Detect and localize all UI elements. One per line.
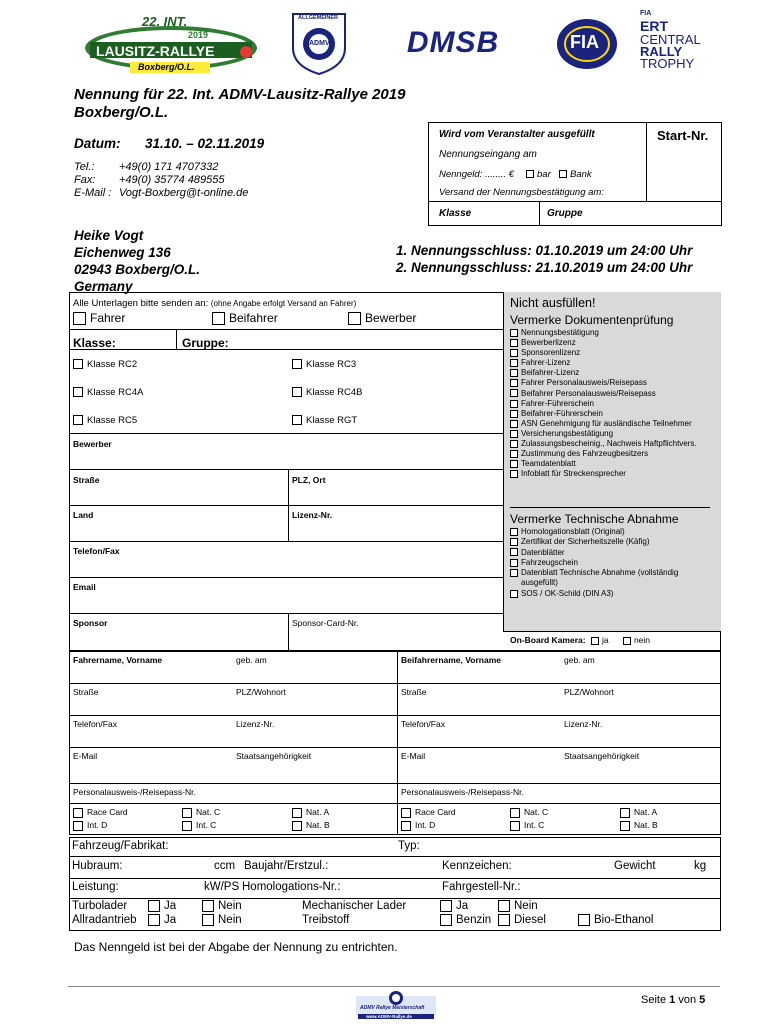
doc-check-checkbox[interactable]	[510, 359, 518, 367]
codriver-natb-checkbox[interactable]	[620, 821, 630, 831]
turbolader-label: Turbolader	[72, 900, 128, 912]
doc-check-checkbox[interactable]	[510, 400, 518, 408]
send-docs-row	[73, 298, 356, 309]
bar-checkbox[interactable]	[526, 170, 534, 178]
onboard-ja-checkbox[interactable]	[591, 637, 599, 645]
ert-line-2: CENTRAL	[640, 32, 701, 47]
tel-value: +49(0) 171 4707332	[119, 161, 219, 173]
hubraum-field[interactable]: Hubraum:	[72, 860, 123, 872]
codriver-nata-label: Nat. A	[634, 807, 658, 817]
tech-check-list	[510, 527, 715, 599]
onboard-nein-checkbox[interactable]	[623, 637, 631, 645]
tech-check-checkbox[interactable]	[510, 559, 518, 567]
baujahr-field[interactable]: Baujahr/Erstzul.:	[244, 860, 329, 872]
klasse-rc3-label: Klasse RC3	[306, 359, 357, 370]
codriver-intc-label: Int. C	[524, 820, 545, 830]
klasse-rc5-checkbox[interactable]	[73, 415, 83, 425]
doc-check-item: Beifahrer-Lizenz	[521, 368, 580, 378]
organizer-header: Wird vom Veranstalter ausgefüllt	[439, 129, 595, 140]
form-subtitle: Boxberg/O.L.	[74, 104, 169, 121]
mech-lader-label: Mechanischer Lader	[302, 900, 407, 912]
driver-lizenz-field[interactable]: Lizenz-Nr.	[236, 719, 275, 729]
allrad-nein-checkbox[interactable]	[202, 914, 214, 926]
kennzeichen-field[interactable]: Kennzeichen:	[442, 860, 512, 872]
ccm-label: ccm	[214, 860, 236, 872]
codriver-name-field[interactable]: Beifahrername, Vorname	[401, 655, 501, 665]
lausitz-logo-place: Boxberg/O.L.	[138, 62, 195, 72]
codriver-intd-label: Int. D	[415, 820, 436, 830]
doc-check-checkbox[interactable]	[510, 379, 518, 387]
page-total: 5	[699, 994, 706, 1006]
tech-check-checkbox[interactable]	[510, 528, 518, 536]
driver-ausweis-field[interactable]: Personalausweis-/Reisepass-Nr.	[73, 787, 196, 797]
treibstoff-label: Treibstoff	[302, 914, 350, 926]
codriver-racecard-checkbox[interactable]	[401, 808, 411, 818]
ert-line-1: ERT	[640, 18, 668, 34]
driver-nata-checkbox[interactable]	[292, 808, 302, 818]
codriver-racecard-label: Race Card	[415, 807, 456, 817]
driver-geb-field[interactable]: geb. am	[236, 655, 267, 665]
doc-check-item: Sponsorenlizenz	[521, 348, 581, 358]
tech-check-checkbox[interactable]	[510, 548, 518, 556]
doc-check-item: Infoblatt für Streckensprecher	[521, 469, 626, 479]
driver-intc-label: Int. C	[196, 820, 217, 830]
send-bewerber-label: Bewerber	[365, 311, 417, 325]
klasse-rc4b-label: Klasse RC4B	[306, 387, 363, 398]
send-docs-note: (ohne Angabe erfolgt Versand an Fahrer)	[210, 299, 357, 308]
klasse-rc4b-checkbox[interactable]	[292, 387, 302, 397]
doc-check-item: Beifahrer Personalausweis/Reisepass	[521, 388, 656, 398]
nenngeld-label: Nenngeld: ........ €	[439, 169, 514, 180]
klasse-rc4a-checkbox[interactable]	[73, 387, 83, 397]
admv-footer-logo	[356, 990, 436, 1020]
turbolader-ja-label: Ja	[164, 900, 177, 913]
tech-check-item: Datenblätter	[521, 547, 565, 557]
onboard-label: On-Board Kamera:	[510, 635, 586, 645]
bar-label: bar	[537, 169, 551, 180]
driver-natc-checkbox[interactable]	[182, 808, 192, 818]
driver-intd-checkbox[interactable]	[73, 821, 83, 831]
klasse-rc2-label: Klasse RC2	[87, 359, 138, 370]
send-fahrer-checkbox[interactable]	[73, 312, 86, 325]
driver-telefon-field[interactable]: Telefon/Fax	[73, 719, 117, 729]
driver-natb-checkbox[interactable]	[292, 821, 302, 831]
strasse-field[interactable]: Straße	[73, 475, 100, 485]
doc-check-checkbox[interactable]	[510, 329, 518, 337]
codriver-natc-label: Nat. C	[524, 807, 549, 817]
eingang-label: Nennungseingang am	[439, 149, 537, 160]
doc-check-title-2: Vermerke Dokumentenprüfung	[510, 313, 674, 327]
doc-check-item: Fahrer-Führerschein	[521, 398, 594, 408]
ert-line-3: RALLY	[640, 44, 683, 59]
allrad-label: Allradantrieb	[72, 914, 137, 926]
tech-check-item: Datenblatt Technische Abnahme (vollständig ausgefüllt)	[521, 568, 679, 588]
codriver-lizenz-field[interactable]: Lizenz-Nr.	[564, 719, 603, 729]
recipient-name: Heike Vogt	[74, 228, 144, 243]
deadline-2: 2. Nennungsschluss: 21.10.2019 um 24:00 Uhr	[396, 260, 693, 275]
doc-check-item: Teamdatenblatt	[521, 459, 576, 469]
diesel-label: Diesel	[514, 914, 546, 927]
codriver-ausweis-field[interactable]: Personalausweis-/Reisepass-Nr.	[401, 787, 524, 797]
allrad-nein-label: Nein	[218, 914, 242, 927]
tech-check-item: Homologationsblatt (Original)	[521, 527, 625, 536]
tech-check-checkbox[interactable]	[510, 569, 518, 577]
lausitz-logo-year: 2019	[188, 30, 209, 40]
ert-logo	[640, 10, 720, 76]
class-section-gruppe: Gruppe:	[182, 336, 229, 350]
mech-lader-ja-label: Ja	[456, 900, 469, 913]
codriver-staat-field[interactable]: Staatsangehörigkeit	[564, 751, 640, 761]
tel-label: Tel.:	[74, 161, 95, 173]
onboard-row	[510, 635, 650, 645]
admv-logo-top: ALLGEMEINER	[298, 15, 339, 21]
codriver-license-col-3	[620, 806, 658, 832]
bioethanol-label: Bio-Ethanol	[594, 914, 654, 927]
turbolader-ja-checkbox[interactable]	[148, 900, 160, 912]
recipient-city: 02943 Boxberg/O.L.	[74, 262, 201, 277]
driver-license-col-2	[182, 806, 220, 832]
organizer-box	[428, 122, 722, 226]
tech-check-title: Vermerke Technische Abnahme	[510, 512, 679, 526]
plz-ort-field[interactable]: PLZ, Ort	[292, 475, 326, 485]
bioethanol-checkbox[interactable]	[578, 914, 590, 926]
form-title: Nennung für 22. Int. ADMV-Lausitz-Rallye 2019	[74, 86, 406, 103]
onboard-ja-label: ja	[601, 635, 609, 645]
doc-check-checkbox[interactable]	[510, 389, 518, 397]
doc-check-checkbox[interactable]	[510, 349, 518, 357]
driver-racecard-label: Race Card	[87, 807, 128, 817]
driver-natb-label: Nat. B	[306, 820, 330, 830]
send-docs-label: Alle Unterlagen bitte senden an:	[73, 298, 209, 309]
klasse-rc3-checkbox[interactable]	[292, 359, 302, 369]
tech-check-item: SOS / OK-Schild (DIN A3)	[521, 588, 614, 598]
send-fahrer-label: Fahrer	[90, 311, 126, 325]
lizenz-field[interactable]: Lizenz-Nr.	[292, 510, 333, 520]
fahrgestell-field[interactable]: Fahrgestell-Nr.:	[442, 881, 521, 893]
fia-logo	[556, 18, 618, 70]
doc-check-item: Fahrer Personalausweis/Reisepass	[521, 378, 647, 388]
footer-logo-text: ADMV Rallye Meisterschaft	[360, 1005, 425, 1011]
mech-lader-nein-label: Nein	[514, 900, 538, 913]
fee-note: Das Nenngeld ist bei der Abgabe der Nennung zu entrichten.	[74, 940, 398, 954]
land-field[interactable]: Land	[73, 510, 94, 520]
driver-staat-field[interactable]: Staatsangehörigkeit	[236, 751, 312, 761]
email-value: Vogt-Boxberg@t-online.de	[119, 187, 249, 199]
deadline-1: 1. Nennungsschluss: 01.10.2019 um 24:00 Uhr	[396, 243, 693, 258]
class-section-klasse: Klasse:	[73, 336, 116, 350]
driver-intd-label: Int. D	[87, 820, 108, 830]
doc-check-checkbox[interactable]	[510, 339, 518, 347]
klasse-rgt-label: Klasse RGT	[306, 415, 358, 426]
fia-logo-text: FIA	[570, 32, 599, 52]
onboard-nein-label: nein	[633, 635, 651, 645]
dmsb-logo	[380, 28, 526, 58]
dmsb-logo-text: DMSB	[406, 26, 500, 59]
send-beifahrer-checkbox[interactable]	[212, 312, 225, 325]
gruppe-label: Gruppe	[547, 208, 583, 219]
doc-check-item: Bewerberlizenz	[521, 338, 576, 348]
kg-label: kg	[694, 860, 707, 872]
codriver-license-col-1	[401, 806, 456, 832]
gewicht-field[interactable]: Gewicht	[614, 860, 656, 872]
doc-check-item: Zulassungsbescheinig., Nachweis Haftpflichtvers.	[521, 439, 697, 449]
doc-check-checkbox[interactable]	[510, 460, 518, 468]
lausitz-rallye-logo	[80, 12, 262, 74]
page-current: 1	[669, 994, 676, 1006]
klasse-rc5-label: Klasse RC5	[87, 415, 138, 426]
codriver-strasse-field[interactable]: Straße	[401, 687, 427, 697]
mech-lader-ja-checkbox[interactable]	[440, 900, 452, 912]
driver-natc-label: Nat. C	[196, 807, 221, 817]
fax-value: +49(0) 35774 489555	[119, 174, 225, 186]
benzin-label: Benzin	[456, 914, 492, 927]
page-number	[641, 994, 705, 1006]
allrad-ja-label: Ja	[164, 914, 177, 927]
bewerber-field[interactable]: Bewerber	[73, 439, 112, 449]
tech-check-item: Zertifikat der Sicherheitszelle (Käfig)	[521, 537, 650, 547]
doc-check-item: Zustimmung des Fahrzeugbesitzers	[521, 449, 649, 459]
codriver-natb-label: Nat. B	[634, 820, 658, 830]
turbolader-nein-checkbox[interactable]	[202, 900, 214, 912]
codriver-geb-field[interactable]: geb. am	[564, 655, 595, 665]
send-bewerber-checkbox[interactable]	[348, 312, 361, 325]
driver-racecard-checkbox[interactable]	[73, 808, 83, 818]
bank-label: Bank	[570, 169, 592, 180]
kw-label: kW/PS	[204, 881, 240, 893]
ert-fia-text: FIA	[640, 10, 652, 17]
doc-check-checkbox[interactable]	[510, 450, 518, 458]
ert-line-4: TROPHY	[640, 56, 695, 71]
doc-check-list	[510, 328, 720, 479]
codriver-telefon-field[interactable]: Telefon/Fax	[401, 719, 445, 729]
admv-logo-text: ADMV	[309, 40, 330, 47]
doc-check-item: Beifahrer-Führerschein	[521, 408, 603, 418]
benzin-checkbox[interactable]	[440, 914, 452, 926]
codriver-nata-checkbox[interactable]	[620, 808, 630, 818]
sponsor-field[interactable]: Sponsor	[73, 618, 108, 628]
versand-label: Versand der Nennungsbestätigung am:	[439, 187, 604, 198]
lausitz-logo-text: LAUSITZ-RALLYE	[96, 43, 215, 59]
turbolader-nein-label: Nein	[218, 900, 242, 913]
leistung-field[interactable]: Leistung:	[72, 881, 119, 893]
klasse-label: Klasse	[439, 208, 472, 219]
tech-check-checkbox[interactable]	[510, 590, 518, 598]
driver-intc-checkbox[interactable]	[182, 821, 192, 831]
fax-label: Fax:	[74, 174, 96, 186]
datum-value: 31.10. – 02.11.2019	[145, 136, 265, 151]
doc-check-checkbox[interactable]	[510, 440, 518, 448]
fahrzeug-field[interactable]: Fahrzeug/Fabrikat:	[72, 840, 169, 852]
codriver-intc-checkbox[interactable]	[510, 821, 520, 831]
doc-check-checkbox[interactable]	[510, 420, 518, 428]
driver-plz-field[interactable]: PLZ/Wohnort	[236, 687, 286, 697]
send-beifahrer-label: Beifahrer	[229, 311, 278, 325]
klasse-rc2-checkbox[interactable]	[73, 359, 83, 369]
lausitz-logo-top: 22. INT.	[142, 14, 188, 29]
driver-name-field[interactable]: Fahrername, Vorname	[73, 655, 163, 665]
codriver-natc-checkbox[interactable]	[510, 808, 520, 818]
tech-check-checkbox[interactable]	[510, 538, 518, 546]
driver-license-col-1	[73, 806, 128, 832]
mech-lader-nein-checkbox[interactable]	[498, 900, 510, 912]
recipient-address	[74, 227, 200, 295]
tech-check-item: Fahrzeugschein	[521, 557, 578, 567]
startnr-label: Start-Nr.	[657, 128, 709, 143]
entrant-email-field[interactable]: Email	[73, 582, 96, 592]
codriver-intd-checkbox[interactable]	[401, 821, 411, 831]
recipient-street: Eichenweg 136	[74, 245, 171, 260]
doc-check-checkbox[interactable]	[510, 410, 518, 418]
doc-check-checkbox[interactable]	[510, 470, 518, 478]
klasse-rc4a-label: Klasse RC4A	[87, 387, 144, 398]
doc-check-item: ASN Genehmigung für ausländische Teilnehmer	[521, 418, 692, 428]
telefon-fax-field[interactable]: Telefon/Fax	[73, 546, 120, 556]
bank-checkbox[interactable]	[559, 170, 567, 178]
homolog-field[interactable]: Homologations-Nr.:	[242, 881, 341, 893]
doc-check-item: Nennungsbestätigung	[521, 328, 599, 337]
codriver-email-field[interactable]: E-Mail	[401, 751, 426, 761]
typ-field[interactable]: Typ:	[398, 840, 420, 852]
driver-nata-label: Nat. A	[306, 807, 330, 817]
page-prefix: Seite	[641, 994, 667, 1006]
diesel-checkbox[interactable]	[498, 914, 510, 926]
doc-check-item: Versicherungsbestätigung	[521, 428, 614, 438]
doc-check-title-1: Nicht ausfüllen!	[510, 296, 596, 310]
page-mid: von	[678, 994, 697, 1006]
doc-check-item: Fahrer-Lizenz	[521, 358, 571, 368]
footer-logo-url: www.ADMV-Rallye.de	[366, 1014, 412, 1019]
doc-check-checkbox[interactable]	[510, 369, 518, 377]
driver-strasse-field[interactable]: Straße	[73, 687, 99, 697]
doc-check-checkbox[interactable]	[510, 430, 518, 438]
datum-label: Datum:	[74, 136, 121, 151]
codriver-license-col-2	[510, 806, 548, 832]
driver-license-col-3	[292, 806, 330, 832]
sponsor-card-field[interactable]: Sponsor-Card-Nr.	[292, 618, 359, 628]
driver-email-field[interactable]: E-Mail	[73, 751, 98, 761]
allrad-ja-checkbox[interactable]	[148, 914, 160, 926]
klasse-rgt-checkbox[interactable]	[292, 415, 302, 425]
codriver-plz-field[interactable]: PLZ/Wohnort	[564, 687, 614, 697]
admv-logo	[289, 10, 349, 76]
recipient-country: Germany	[74, 279, 133, 294]
email-label: E-Mail :	[74, 187, 112, 199]
